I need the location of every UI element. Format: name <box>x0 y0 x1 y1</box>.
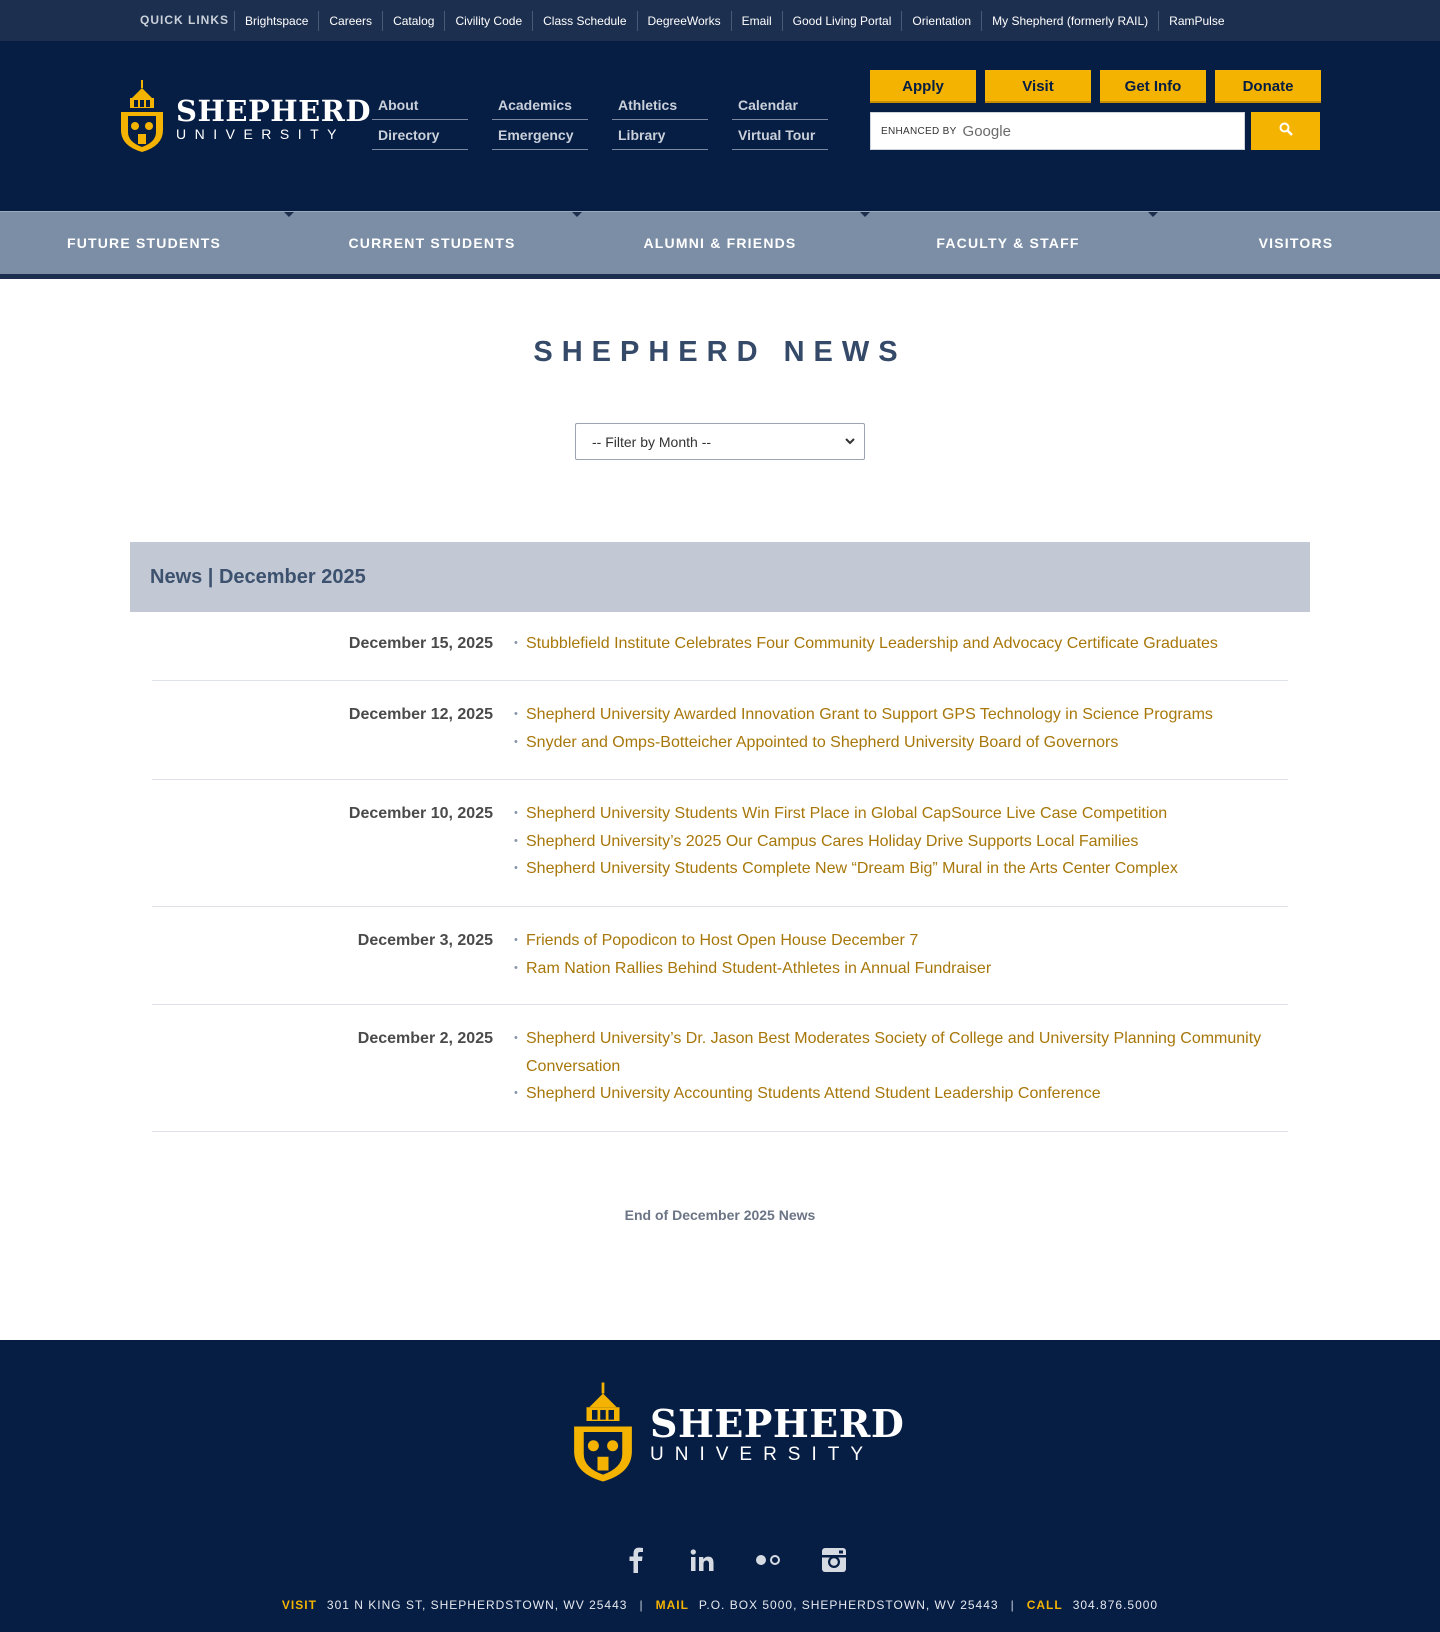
instagram-icon[interactable] <box>816 1545 852 1575</box>
util-link-virtual-tour[interactable]: Virtual Tour <box>732 122 828 150</box>
util-link-athletics[interactable]: Athletics <box>612 92 708 120</box>
facebook-icon[interactable] <box>618 1545 654 1575</box>
search-button[interactable] <box>1251 112 1320 150</box>
news-date-group <box>152 630 1288 681</box>
phone-number[interactable]: 304.876.5000 <box>1072 1598 1159 1612</box>
audience-nav <box>0 211 1440 279</box>
donate-button[interactable]: Donate <box>1215 70 1321 103</box>
quick-links-list <box>234 0 1235 41</box>
news-link[interactable]: • Shepherd University Accounting Students Attend Student Leadership Conference <box>514 1080 1274 1108</box>
nav-current-students[interactable]: CURRENT STUDENTS <box>348 235 516 251</box>
util-link-emergency[interactable]: Emergency <box>492 122 588 150</box>
news-list <box>514 630 1274 658</box>
visit-button[interactable]: Visit <box>985 70 1091 103</box>
footer-logo-wordmark <box>650 1400 905 1466</box>
social-links <box>618 1545 852 1575</box>
logo-word-shepherd: SHEPHERD <box>176 93 372 128</box>
month-filter-select[interactable] <box>575 423 865 460</box>
footer-contact <box>0 1598 1440 1612</box>
visit-label: VISIT <box>281 1598 317 1612</box>
quick-link-email[interactable]: Email <box>731 11 782 31</box>
clocktower-shield-icon <box>570 1376 636 1493</box>
quick-link-civility-code[interactable]: Civility Code <box>444 11 532 31</box>
quick-link-good-living-portal[interactable]: Good Living Portal <box>782 11 902 31</box>
news-date: December 12, 2025 <box>348 706 493 723</box>
util-link-about[interactable]: About <box>372 92 468 120</box>
util-link-directory[interactable]: Directory <box>372 122 468 150</box>
flickr-icon[interactable] <box>750 1545 786 1575</box>
footer-logo-word-shepherd: SHEPHERD <box>650 1400 905 1446</box>
end-of-news-text: End of December 2025 News <box>624 1207 816 1223</box>
chevron-down-icon <box>844 434 856 450</box>
news-link[interactable]: • Stubblefield Institute Celebrates Four Community Leadership and Advocacy Certificate Graduates <box>514 630 1274 658</box>
quick-link-brightspace[interactable]: Brightspace <box>234 11 318 31</box>
news-link[interactable]: • Shepherd University Students Win First Place in Global CapSource Live Case Competition <box>514 800 1274 828</box>
news-date: December 10, 2025 <box>348 805 493 822</box>
news-list <box>514 800 1274 883</box>
mail-label: MAIL <box>655 1598 689 1612</box>
page-title: SHEPHERD NEWS <box>533 336 907 368</box>
news-link[interactable]: • Shepherd University Students Complete New “Dream Big” Mural in the Arts Center Complex <box>514 855 1274 883</box>
news-link[interactable]: • Snyder and Omps-Botteicher Appointed to Shepherd University Board of Governors <box>514 729 1274 757</box>
nav-visitors[interactable]: VISITORS <box>1258 235 1334 251</box>
quick-link-careers[interactable]: Careers <box>318 11 382 31</box>
utility-nav <box>372 92 828 150</box>
visit-address: 301 N KING ST, SHEPHERDSTOWN, WV 25443 <box>326 1598 628 1612</box>
nav-faculty-staff[interactable]: FACULTY & STAFF <box>936 235 1080 251</box>
cta-buttons <box>870 70 1321 103</box>
news-date-group <box>152 1025 1288 1132</box>
search-input[interactable] <box>1011 114 1244 148</box>
quick-link-catalog[interactable]: Catalog <box>382 11 444 31</box>
news-date-group <box>152 927 1288 1005</box>
news-link[interactable]: • Friends of Popodicon to Host Open House December 7 <box>514 927 1274 955</box>
search-enhanced-by: ENHANCED BY <box>881 125 957 137</box>
news-link[interactable]: • Shepherd University’s Dr. Jason Best Moderates Society of College and University Planning Community Conversation <box>514 1025 1274 1080</box>
logo-word-university: UNIVERSITY <box>176 125 346 142</box>
news-list <box>514 927 1274 982</box>
nav-alumni-friends[interactable]: ALUMNI & FRIENDS <box>643 235 797 251</box>
mail-address: P.O. BOX 5000, SHEPHERDSTOWN, WV 25443 <box>698 1598 999 1612</box>
quick-links-title: QUICK LINKS <box>140 13 229 27</box>
quick-link-orientation[interactable]: Orientation <box>901 11 981 31</box>
footer-logo[interactable] <box>570 1376 904 1493</box>
quick-link-my-shepherd[interactable]: My Shepherd (formerly RAIL) <box>981 11 1158 31</box>
google-wordmark: Google <box>962 122 1011 140</box>
news-month-heading: News | December 2025 <box>130 542 1310 612</box>
get-info-button[interactable]: Get Info <box>1100 70 1206 103</box>
search-box <box>870 112 1245 150</box>
util-link-library[interactable]: Library <box>612 122 708 150</box>
site-logo[interactable] <box>118 78 371 159</box>
quick-link-rampulse[interactable]: RamPulse <box>1158 11 1234 31</box>
util-link-calendar[interactable]: Calendar <box>732 92 828 120</box>
news-date: December 15, 2025 <box>348 635 493 652</box>
month-filter-value: -- Filter by Month -- <box>592 433 712 450</box>
news-link[interactable]: • Shepherd University’s 2025 Our Campus Cares Holiday Drive Supports Local Families <box>514 828 1274 856</box>
logo-wordmark <box>176 93 372 142</box>
contact-separator: | <box>1010 1598 1015 1612</box>
call-label: CALL <box>1026 1598 1063 1612</box>
news-date: December 3, 2025 <box>357 932 493 949</box>
news-list <box>514 1025 1274 1108</box>
news-date: December 2, 2025 <box>357 1030 493 1047</box>
nav-future-students[interactable]: FUTURE STUDENTS <box>66 235 222 251</box>
util-link-academics[interactable]: Academics <box>492 92 588 120</box>
clocktower-shield-icon <box>118 78 166 159</box>
footer-logo-word-university: UNIVERSITY <box>650 1443 875 1465</box>
site-header <box>0 41 1440 211</box>
site-footer <box>0 1340 1440 1632</box>
quick-links-bar <box>0 0 1440 41</box>
apply-button[interactable]: Apply <box>870 70 976 103</box>
news-date-group <box>152 701 1288 780</box>
linkedin-icon[interactable] <box>684 1545 720 1575</box>
news-link[interactable]: • Ram Nation Rallies Behind Student-Athletes in Annual Fundraiser <box>514 955 1274 983</box>
news-link[interactable]: • Shepherd University Awarded Innovation Grant to Support GPS Technology in Science Programs <box>514 701 1274 729</box>
quick-link-degreeworks[interactable]: DegreeWorks <box>637 11 731 31</box>
news-date-group <box>152 800 1288 907</box>
search-icon <box>1279 122 1293 141</box>
quick-link-class-schedule[interactable]: Class Schedule <box>532 11 636 31</box>
contact-separator: | <box>639 1598 644 1612</box>
news-list <box>514 701 1274 756</box>
